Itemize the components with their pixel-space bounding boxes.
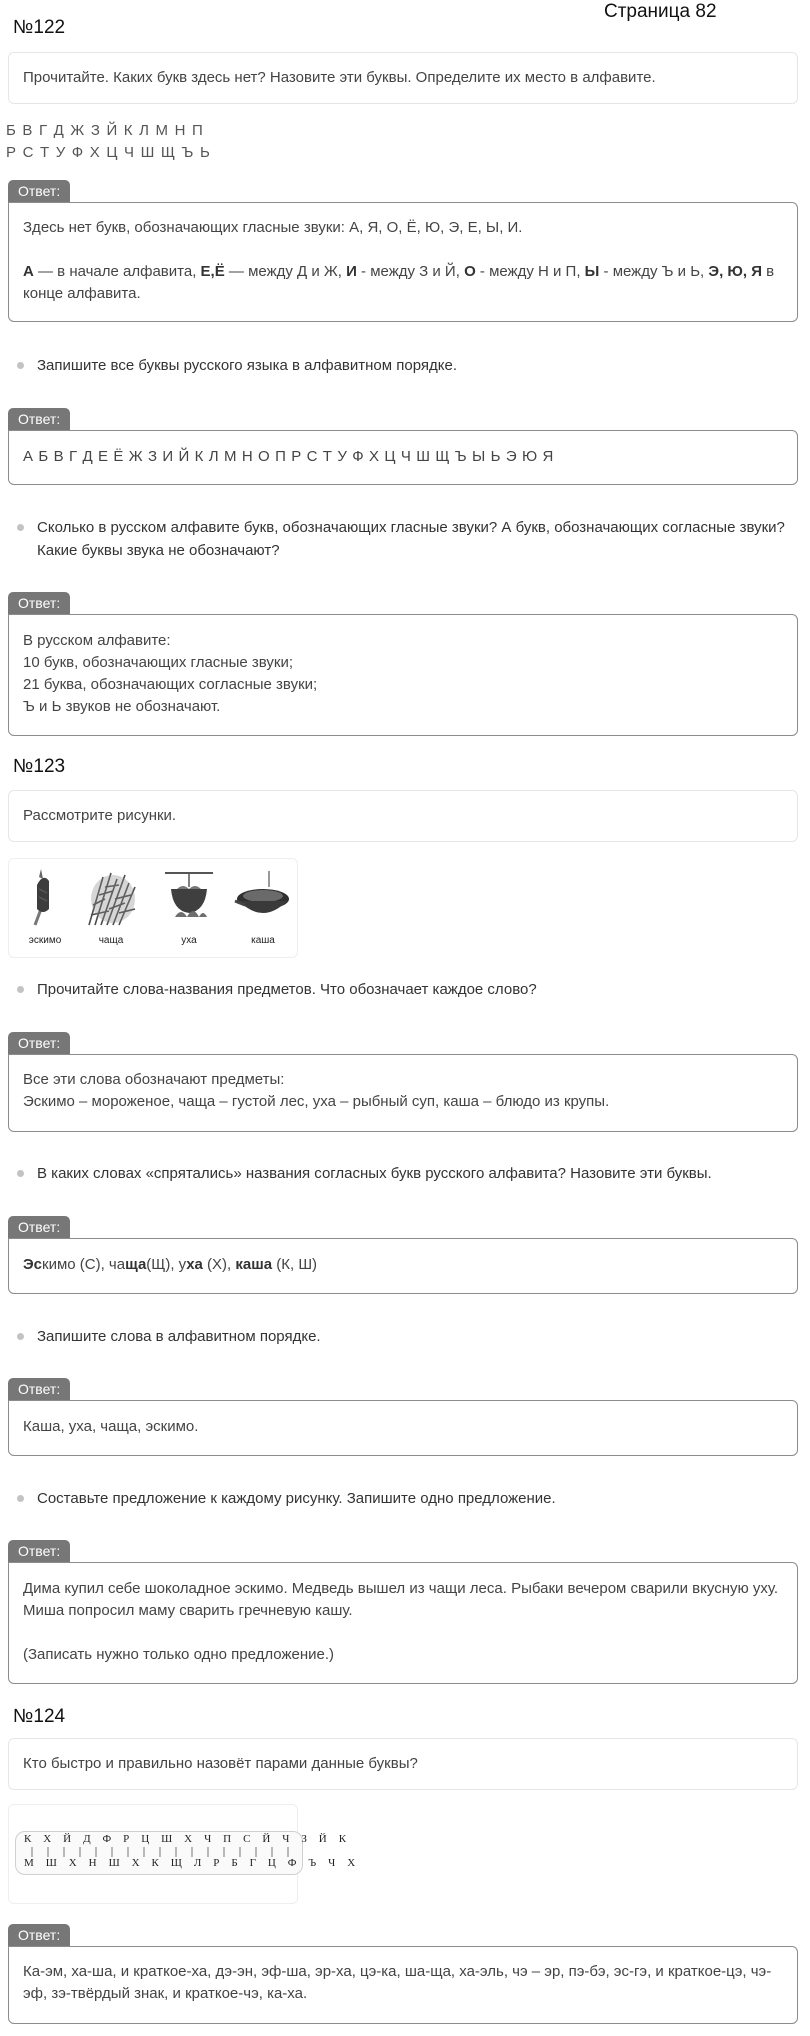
- answer-text: Каша, уха, чаща, эскимо.: [23, 1418, 199, 1435]
- letters-line-1: Б В Г Д Ж З Й К Л М Н П: [6, 122, 204, 139]
- question-122-3: Сколько в русском алфавите букв, обозначающих гласные звуки? А букв, обозначающих согласные звуки? Какие буквы звука не обозначают?: [16, 516, 796, 562]
- pairs-connector-lines: [28, 1847, 298, 1857]
- question-122-2: Запишите все буквы русского языка в алфавитном порядке.: [16, 354, 796, 377]
- pictures-panel: [8, 858, 298, 958]
- answer-label: Ответ:: [8, 1216, 70, 1238]
- answer-123-4: [8, 1562, 798, 1684]
- picture-label: чаща: [98, 935, 124, 946]
- question-123-2: В каких словах «спрятались» названия согласных букв русского алфавита? Назовите эти буквы.: [16, 1162, 796, 1185]
- task-122-prompt-card: [8, 52, 798, 104]
- answer-label: Ответ:: [8, 592, 70, 614]
- answer-text: А — в начале алфавита, Е,Ё — между Д и Ж, И - между З и Й, О - между Н и П, Ы - между Ъ и Ь, Э, Ю, Я в конце алфавита.: [23, 263, 775, 302]
- pairs-top-row: К Х Й Д Ф Р Ц Ш Х Ч П С Й Ч З Й К: [24, 1833, 351, 1845]
- picture-label: каша: [251, 935, 275, 946]
- answer-122-2: [8, 430, 798, 485]
- letters-line-2: Р С Т У Ф Х Ц Ч Ш Щ Ъ Ь: [6, 144, 211, 161]
- answer-122-3: [8, 614, 798, 736]
- eskimo-picture: [13, 865, 77, 929]
- letter-pairs-box: [15, 1831, 360, 1875]
- task-122-prompt: Прочитайте. Каких букв здесь нет? Назовите эти буквы. Определите их место в алфавите.: [23, 69, 656, 86]
- answer-text: (Записать нужно только одно предложение.): [23, 1646, 334, 1663]
- answer-label: Ответ:: [8, 1540, 70, 1562]
- task-122-number: №122: [13, 17, 66, 38]
- alphabet-answer: А Б В Г Д Е Ё Ж З И Й К Л М Н О П Р С Т У Ф Х Ц Ч Ш Щ Ъ Ы Ь Э Ю Я: [23, 448, 554, 465]
- answer-label: Ответ:: [8, 1924, 70, 1946]
- answer-text: 10 букв, обозначающих гласные звуки;: [23, 654, 293, 671]
- answer-text: Ъ и Ь звуков не обозначают.: [23, 698, 221, 715]
- fish-soup-picture: [157, 865, 221, 929]
- task-123-prompt: Рассмотрите рисунки.: [23, 807, 177, 824]
- answer-label: Ответ:: [8, 1378, 70, 1400]
- answer-text: Все эти слова обозначают предметы:: [23, 1071, 285, 1088]
- thicket-picture: [79, 865, 143, 929]
- task-123-prompt-card: [8, 790, 798, 842]
- pairs-bottom-row: М Ш Х Н Ш Х К Щ Л Р Б Г Ц Ф Ъ Ч Х: [24, 1857, 360, 1869]
- answer-label: Ответ:: [8, 408, 70, 430]
- task-124-prompt: Кто быстро и правильно назовёт парами данные буквы?: [23, 1755, 418, 1772]
- question-123-1: Прочитайте слова-названия предметов. Что обозначает каждое слово?: [16, 978, 796, 1001]
- task-123-number: №123: [13, 756, 66, 777]
- page-number: Страница 82: [604, 1, 717, 22]
- answer-123-2: [8, 1238, 798, 1294]
- answer-123-3: [8, 1400, 798, 1456]
- task-124-prompt-card: [8, 1738, 798, 1790]
- answer-text: В русском алфавите:: [23, 632, 171, 649]
- task-124-number: №124: [13, 1706, 66, 1727]
- picture-label: эскимо: [28, 935, 62, 946]
- answer-text: Ка-эм, ха-ша, и краткое-ха, дэ-эн, эф-ша, эр-ха, цэ-ка, ша-ща, ха-эль, чэ – эр, пэ-бэ, эс-гэ, и краткое-цэ, чэ-эф, зэ-твёрдый знак, и краткое-чэ, ка-ха.: [23, 1963, 772, 2002]
- porridge-picture: [231, 865, 295, 929]
- answer-122-1: [8, 202, 798, 322]
- answer-text: Здесь нет букв, обозначающих гласные звуки: А, Я, О, Ё, Ю, Э, Е, Ы, И.: [23, 219, 523, 236]
- letter-pairs-panel: [8, 1804, 360, 1904]
- answer-label: Ответ:: [8, 180, 70, 202]
- answer-text: Эскимо (С), чаща(Щ), уха (Х), каша (К, Ш): [23, 1256, 318, 1273]
- answer-text: Дима купил себе шоколадное эскимо. Медведь вышел из чащи леса. Рыбаки вечером сварили вкусную уху. Миша попросил маму сварить гречневую кашу.: [23, 1580, 779, 1619]
- question-123-4: Составьте предложение к каждому рисунку. Запишите одно предложение.: [16, 1487, 796, 1510]
- answer-text: Эскимо – мороженое, чаща – густой лес, уха – рыбный суп, каша – блюдо из крупы.: [23, 1093, 610, 1110]
- answer-label: Ответ:: [8, 1032, 70, 1054]
- answer-text: 21 буква, обозначающих согласные звуки;: [23, 676, 318, 693]
- answer-123-1: [8, 1054, 798, 1132]
- picture-label: уха: [181, 935, 197, 946]
- question-123-3: Запишите слова в алфавитном порядке.: [16, 1325, 796, 1348]
- answer-124: [8, 1946, 798, 2024]
